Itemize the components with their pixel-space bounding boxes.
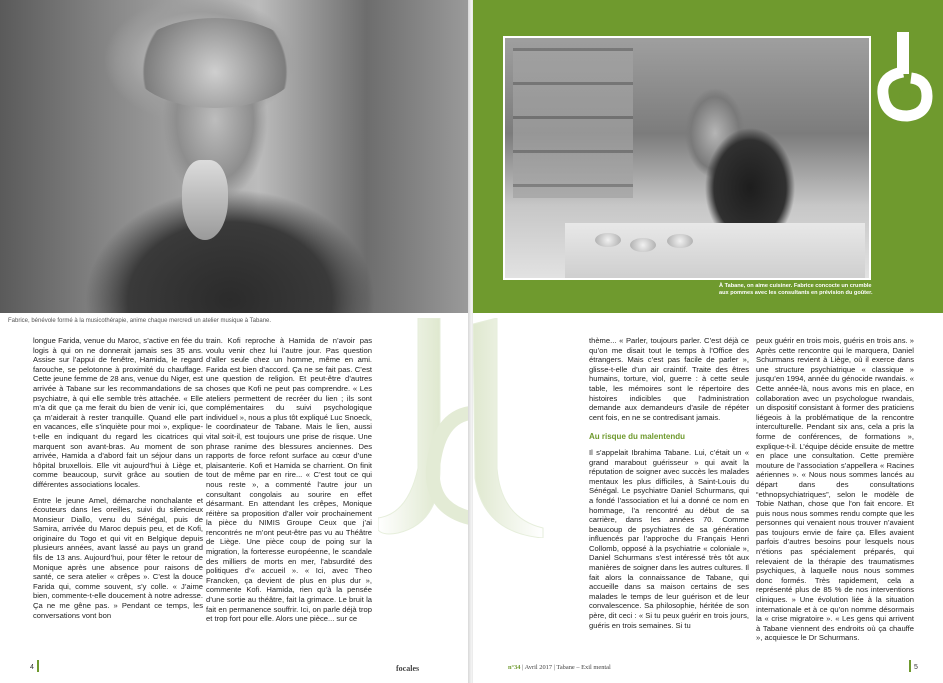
issue-details: | Avril 2017 | Tabane – Exil mental: [520, 664, 611, 671]
right-column-2: [756, 336, 914, 643]
portrait-hair: [130, 18, 300, 108]
right-page: [473, 0, 943, 683]
decorative-letter-left: [378, 318, 470, 538]
page-number-right: 5: [914, 664, 918, 671]
portrait-photo: [0, 0, 470, 313]
right-photo-caption: À Tabane, on aime cuisiner. Fabrice concocte un crumble aux pommes avec les consultants en prévision du goûter.: [719, 283, 873, 296]
kitchen-table: [565, 223, 865, 278]
paragraph: Il s’appelait Ibrahima Tabane. Lui, c’était un « grand marabout guérisseur » qui avait la réputation de soigner avec succès les malades mentaux les plus difficiles, à Saint-Louis du Sénégal. Le psychiatre Daniel Schurmans, qui a fondé l’association et lui a donné ce nom en hommage, l’a rencontré au début de sa carrière, dans les années 70. Comme beaucoup de psychiatres de sa génération influencés par l’approche du Français Henri Collomb, opposé à la psychiatrie « coloniale », Daniel Schurmans s’est intéressé très tôt aux manières de soigner dans les autres cultures. Il fait alors la connaissance de Tabane, qui accueille dans sa maison certains de ses malades le temps de leur guérison et de leur convalescence. Sa philosophie, héritée de son père, dit ceci : « Si tu peux guérir en trois jours, guéris en trois semaines. Si tu: [589, 447, 749, 630]
paragraph: train. Kofi reproche à Hamida de n’avoir pas voulu venir chez lui l’autre jour. Pas question d’aller seule chez un homme, même en ami. Farida est bien d’accord. Ça ne se fait pas. C’est une question de religion. Et peut-être d’autres choses que Kofi ne peut pas comprendre. « Les ateliers permettent de recréer du lien ; ils sont complémentaires du suivi psychologique individuel », nous a plus tôt expliqué Luc Snoeck, le coordinateur de Tabane. Mais le lien, aussi vital soit-il, est toujours une prise de risque. Une phrase ranime des blessures anciennes. Des rapports de force refont surface au cœur d’une plaisanterie. Kofi et Hamida se charrient. On finit tout de même par en rire... « C’est tout ce qui nous reste », a commenté l’autre jour un consultant congolais au sourire en effet désarmant. En attendant les crêpes, Monique réitère sa proposition d’aller voir prochainement la pièce du NIMIS Groupe Ceux que j’ai rencontrés ne m’ont peut-être pas vu au Théâtre de Liège. Une pièce coup de poing sur la migration, la forteresse européenne, le scandale des milliers de morts en mer, l’absurdité des politiques d’« accueil ». « Ici, avec Theo Francken, ça devient de plus en plus dur », commente Kofi. Hamida, rien qu’à la pensée d’une sortie au théâtre, fait la grimace. Le bruit la fait en permanence souffrir. Ici, on parle déjà trop et trop fort pour elle. Alors une pièce... sur ce: [206, 336, 372, 624]
issue-number: n°34: [508, 664, 521, 671]
kitchen-shelves: [513, 48, 633, 198]
paragraph: Entre le jeune Amel, démarche nonchalante et écouteurs dans les oreilles, suivi du silencieux Monsieur Diallo, venu du Sénégal, puis de Samira, arrivée du Maroc depuis peu, et de Kofi, originaire du Togo et qui vit en Belgique depuis plusieurs années, avant lassé au pays un grand fils de 13 ans. Aujourd’hui, pour fêter le retour de Monique après une absence pour raisons de santé, ce sera atelier « crêpes ». C’est la douce Farida qui, comme souvent, s’y colle. « J’aime bien, commente-t-elle doucement à notre adresse. Ça ne me gêne pas. » Pendant ce temps, les conversations vont bon: [33, 495, 203, 620]
left-page: [0, 0, 470, 683]
kitchen-photo: [503, 36, 871, 280]
paragraph: peux guérir en trois mois, guéris en trois ans. » Après cette rencontre qui le marquera, Daniel Schurmans revient à Liège, où il exerce dans une structure psychiatrique « classique » jusqu’en 1994, année du génocide rwandais. « Cette année-là, nous avons mis en place, en collaboration avec un psychologue rwandais, un dispositif consistant à former des praticiens liégeois à la problématique de la rencontre interculturelle. Pendant six ans, cela a pris la forme de conférences, de formations », explique-t-il. L’équipe décide ensuite de mettre en place une consultation. Cette première mouture de l’association s’appellera « Racines aériennes ». « Nous nous sommes lancés au départ dans des consultations “ethnopsychiatriques”, selon le modèle de Tobie Nathan, chose que l’on fait encore. Et puis nous nous sommes rendu compte que les personnes qui venaient nous trouver n’avaient pas toujours envie de faire ça. Elles avaient parfois d’autres besoins pour lesquels nous n’étions pas spécialement préparés, qui relevaient de la thérapie des traumatismes psychiques, à laquelle nous nous sommes donc formés. Très rapidement, cela a représenté plus de 85 % de nos interventions cliniques. » Une évolution liée à la situation internationale et à ce qu’on nomme désormais la « crise migratoire ». « Les gens qui arrivent à Tabane viennent des endroits où ça chauffe », acquiesce le Dr Schurmans.: [756, 336, 914, 643]
bowl: [630, 238, 656, 252]
left-column-1: [33, 336, 203, 620]
portrait-beard: [182, 160, 228, 240]
paragraph: longue Farida, venue du Maroc, s’active en fée du logis à qui on ne donnerait jamais ses 35 ans. Assise sur l’appui de fenêtre, Hamida, le regard farouche, se pelotonne à proximité du chauffage. Cette jeune femme de 28 ans, venue du Niger, est arrivée à Tabane sur les recommandations de sa psychiatre, à qui elle semble très attachée. « Elle m’a dit que ça me ferait du bien de venir ici, que ça m’aiderait à rester tranquille. Quand elle part en vacances, elle s’inquiète pour moi », explique-t-elle en indiquant du regard les cicatrices qui marquent son avant-bras. Au moment de son arrivée, Hamida a d’abord fait un séjour dans un hôpital bruxellois. Elle vit aujourd’hui à Liège et, comme beaucoup, survit grâce au soutien de différentes associations locales.: [33, 336, 203, 489]
page-number-left: 4: [30, 664, 34, 671]
paragraph: thème... « Parler, toujours parler. C’est déjà ce qu’on me disait tout le temps à l’Office des étrangers. Mais c’est pas facile de parler », glisse-t-elle d’un air craintif. Traite des êtres humains, torture, viol, guerre : à cette seule table, les mémoires sont le répertoire des histoires indicibles que l’administration demande aux demandeurs d’asile de répéter cent fois, en ne se contredisant jamais.: [589, 336, 749, 422]
decorative-letter-white: [875, 32, 935, 122]
left-photo-caption: Fabrice, bénévole formé à la musicothérapie, anime chaque mercredi un atelier musique à Tabane.: [8, 318, 272, 324]
decorative-letter-right: [473, 318, 583, 538]
left-column-2: [206, 336, 372, 624]
folio-bar: [909, 660, 911, 672]
bowl: [667, 234, 693, 248]
issue-line: [508, 664, 611, 671]
right-column-1: [589, 336, 749, 630]
bowl: [595, 233, 621, 247]
section-heading: Au risque du malentendu: [589, 432, 686, 442]
magazine-name: focales: [396, 664, 420, 673]
folio-bar: [37, 660, 39, 672]
